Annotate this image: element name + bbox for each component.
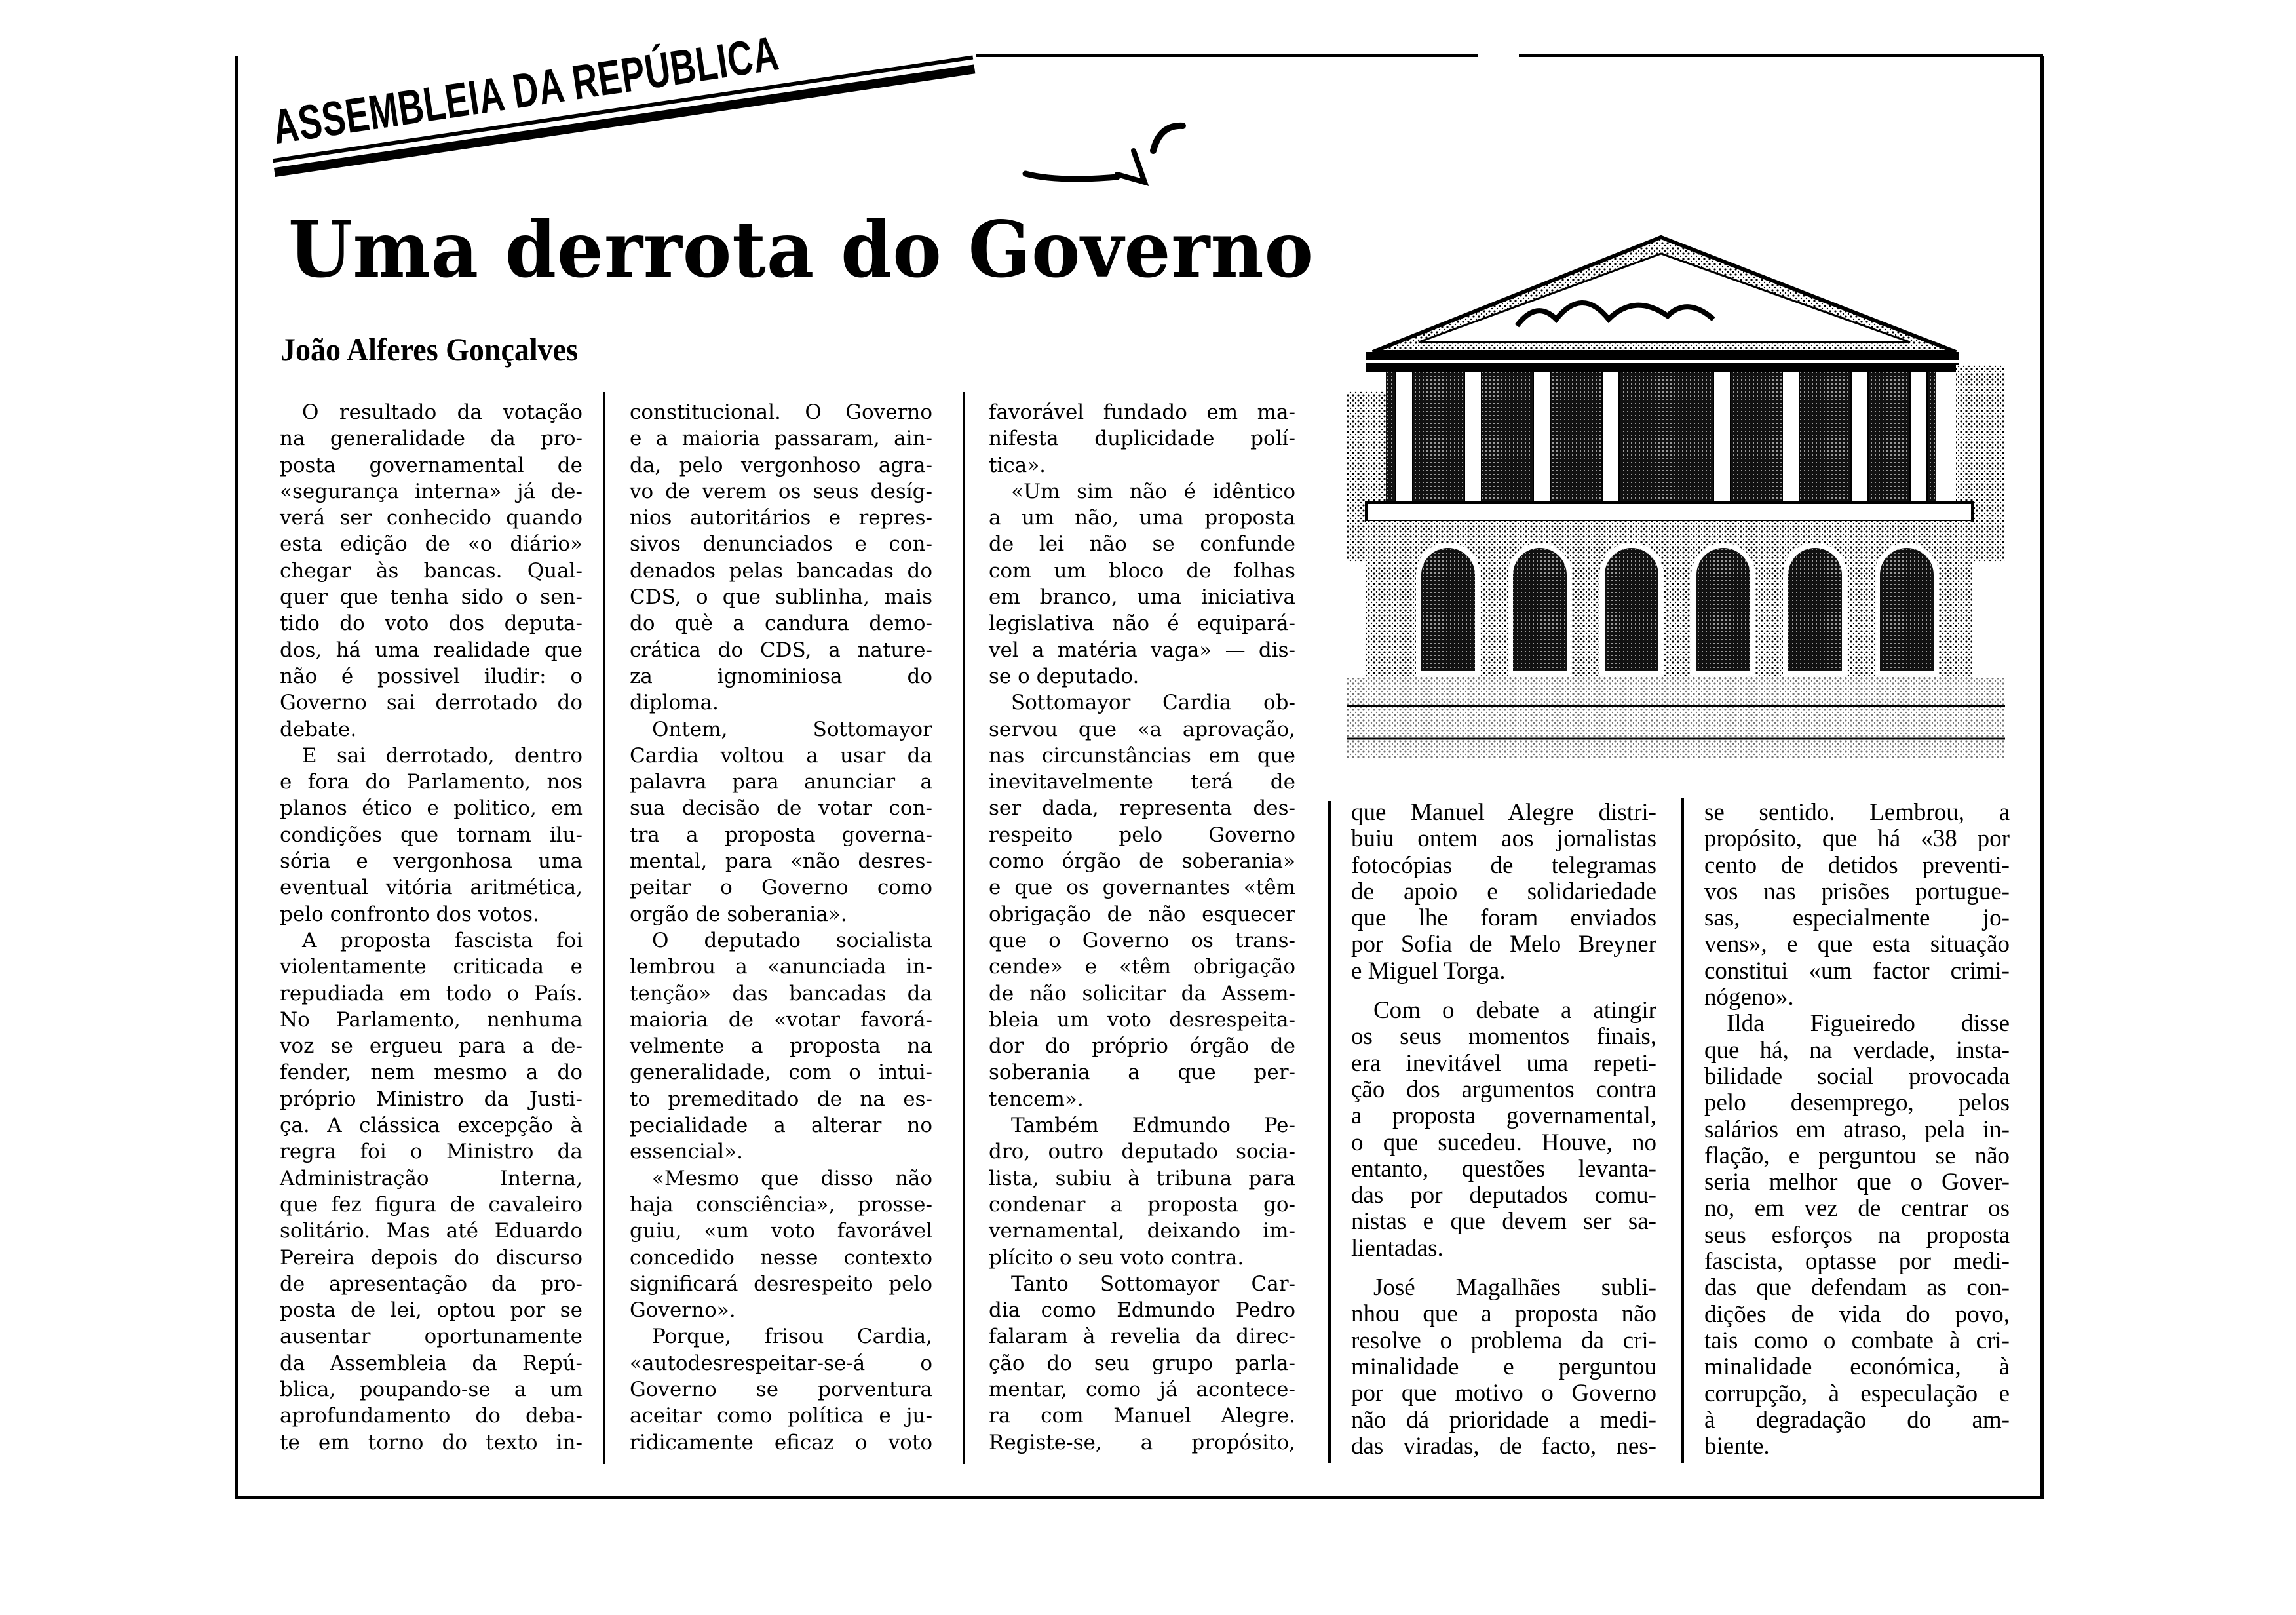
article-column-3 xyxy=(989,399,1295,1456)
article-text-line: corrupção, à especulação e xyxy=(1704,1380,2010,1407)
article-paragraph xyxy=(1704,800,2010,1011)
article-column-4 xyxy=(1351,800,1656,1460)
article-text-line: «Mesmo que disso não xyxy=(652,1166,932,1190)
article-paragraph xyxy=(989,1112,1295,1271)
article-text-line: tenção» das bancadas da xyxy=(630,981,932,1005)
article-text-line: chegar às bancas. Qual- xyxy=(280,558,583,583)
article-text-line: lista, subiu à tribuna para xyxy=(989,1166,1295,1190)
article-text-line: nios autoritários e repres- xyxy=(630,506,932,530)
article-text-line: Cardia voltou a usar da xyxy=(630,743,932,768)
article-text-line: vens», e que esta situação xyxy=(1704,931,2010,958)
article-text-line: No Parlamento, nenhuma xyxy=(280,1007,583,1032)
article-text-line: CDS, o que sublinha, mais xyxy=(630,585,932,610)
article-text-line: verá ser conhecido quando xyxy=(280,506,583,530)
article-text-line: repudiada em todo o País. xyxy=(280,981,583,1005)
article-text-line: bilidade social provocada xyxy=(1704,1062,2010,1090)
article-text-line: se o deputado. xyxy=(989,664,1139,688)
article-text-line: da Assembleia da Repú- xyxy=(280,1351,583,1375)
article-text-line: na generalidade da pro- xyxy=(280,427,583,451)
byline: João Alferes Gonçalves xyxy=(280,331,578,368)
article-text-line: falaram à revelia da direc- xyxy=(989,1325,1295,1349)
article-text-line: nifesta duplicidade polí- xyxy=(989,427,1295,451)
article-text-line: e Miguel Torga. xyxy=(1351,957,1506,984)
article-text-line: vel a matéria vaga» — dis- xyxy=(989,638,1295,662)
section-kicker xyxy=(261,0,1001,177)
column-rule xyxy=(1681,798,1684,1463)
article-paragraph xyxy=(1351,998,1656,1262)
article-text-line: posta de lei, optou por se xyxy=(280,1298,583,1323)
article-text-line: inevitavelmente terá de xyxy=(989,770,1295,794)
article-text-line: ção dos argumentos contra xyxy=(1351,1076,1656,1103)
article-text-line: condições que tornam ilu- xyxy=(280,823,583,847)
article-text-line: entanto, questões levanta- xyxy=(1351,1155,1656,1182)
parliament-building-photo xyxy=(1347,221,2005,758)
article-text-line: tra a proposta governa- xyxy=(630,823,932,847)
headline: Uma derrota do Governo xyxy=(288,204,1314,295)
handwritten-mark-icon xyxy=(1019,111,1242,190)
article-text-line: seus esforços na proposta xyxy=(1704,1221,2010,1249)
article-text-line: eventual vitória aritmética, xyxy=(280,876,583,900)
article-text-line: bleia um voto desrespeita- xyxy=(989,1007,1295,1032)
column-rule xyxy=(963,392,965,1464)
article-paragraph xyxy=(630,1165,932,1324)
article-text-line: regra foi o Ministro da xyxy=(280,1140,583,1164)
article-text-line: pecialidade a alterar no xyxy=(630,1114,932,1138)
article-paragraph xyxy=(989,690,1295,1112)
article-text-line: das por deputados comu- xyxy=(1351,1182,1656,1209)
article-paragraph xyxy=(280,399,583,743)
article-text-line: sas, especialmente jo- xyxy=(1704,905,2010,932)
article-text-line: lembrou a «anunciada in- xyxy=(630,955,932,979)
article-text-line: aceitar como política e ju- xyxy=(630,1404,932,1428)
article-paragraph xyxy=(280,927,583,1456)
article-text-line: aprofundamento do deba- xyxy=(280,1404,583,1428)
article-text-line: próprio Ministro da Justi- xyxy=(280,1087,583,1111)
article-text-line: dor do próprio órgão de xyxy=(989,1034,1295,1059)
article-paragraph xyxy=(630,399,932,716)
frame-right-rule xyxy=(2040,56,2044,1499)
article-text-line: de apresentação da pro- xyxy=(280,1272,583,1296)
article-text-line: Porque, frisou Cardia, xyxy=(652,1325,932,1349)
article-text-line: o que sucedeu. Houve, no xyxy=(1351,1129,1656,1156)
article-text-line: Registe-se, a propósito, xyxy=(989,1430,1295,1454)
article-text-line: de não solicitar da Assem- xyxy=(989,981,1295,1005)
article-text-line: vernamental, deixando im- xyxy=(989,1219,1295,1243)
article-text-line: nas circunstâncias em que xyxy=(989,743,1295,768)
frame-bottom-rule xyxy=(235,1496,2044,1499)
article-text-line: Pereira depois do discurso xyxy=(280,1245,583,1270)
article-text-line: e a maioria passaram, ain- xyxy=(630,427,932,451)
article-text-line: que há, na verdade, insta- xyxy=(1704,1036,2010,1064)
article-text-line: «autodesrespeitar-se-á o xyxy=(630,1351,932,1375)
article-text-line: Também Edmundo Pe- xyxy=(1011,1114,1295,1138)
article-text-line: José Magalhães subli- xyxy=(1373,1274,1656,1302)
article-text-line: esta edição de «o diário» xyxy=(280,532,583,556)
article-text-line: de apoio e solidariedade xyxy=(1351,878,1656,905)
article-paragraph xyxy=(630,716,932,927)
article-text-line: E sai derrotado, dentro xyxy=(302,743,583,768)
article-text-line: tido do voto dos deputa- xyxy=(280,612,583,636)
article-text-line: que fez figura de cavaleiro xyxy=(280,1192,583,1216)
article-text-line: maioria de «votar favorá- xyxy=(630,1007,932,1032)
article-text-line: fascista, optasse por medi- xyxy=(1704,1248,2010,1275)
article-text-line: propósito, que há «38 por xyxy=(1704,825,2010,853)
article-text-line: fotocópias de telegramas xyxy=(1351,851,1656,879)
article-text-line: obrigação de não esquecer xyxy=(989,902,1295,926)
article-text-line: velmente a proposta na xyxy=(630,1034,932,1059)
article-text-line: à degradação do am- xyxy=(1704,1406,2010,1433)
article-text-line: por que motivo o Governo xyxy=(1351,1380,1656,1407)
article-text-line: por Sofia de Melo Breyner xyxy=(1351,931,1656,958)
article-text-line: Administração Interna, xyxy=(280,1166,583,1190)
article-text-line: fender, nem mesmo a do xyxy=(280,1060,583,1085)
article-text-line: to premeditado de na es- xyxy=(630,1087,932,1111)
article-text-line: e fora do Parlamento, nos xyxy=(280,770,583,794)
article-text-line: minalidade e perguntou xyxy=(1351,1353,1656,1380)
article-text-line: dições de vida do povo, xyxy=(1704,1300,2010,1328)
article-text-line: planos ético e politico, em xyxy=(280,796,583,821)
article-text-line: biente. xyxy=(1704,1433,1770,1460)
article-text-line: nógeno». xyxy=(1704,984,1794,1011)
frame-top-rule xyxy=(976,54,1478,57)
article-text-line: no, em vez de centrar os xyxy=(1704,1195,2010,1222)
article-text-line: que lhe foram enviados xyxy=(1351,905,1656,932)
article-text-line: que Manuel Alegre distri- xyxy=(1351,799,1656,826)
article-text-line: minalidade económica, à xyxy=(1704,1353,2010,1381)
article-text-line: Tanto Sottomayor Car- xyxy=(1011,1272,1295,1296)
article-text-line: cende» e «têm obrigação xyxy=(989,955,1295,979)
article-text-line: com um bloco de folhas xyxy=(989,558,1295,583)
article-text-line: da, pelo vergonhoso agra- xyxy=(630,453,932,477)
article-text-line: servou que «a aprovação, xyxy=(989,717,1295,741)
article-text-line: flação, e perguntou se não xyxy=(1704,1142,2010,1169)
article-text-line: das que defendam as con- xyxy=(1704,1274,2010,1302)
article-text-line: plícito o seu voto contra. xyxy=(989,1245,1244,1270)
article-text-line: Governo sai derrotado do xyxy=(280,691,583,715)
article-text-line: essencial». xyxy=(630,1140,743,1164)
article-text-line: mental, para «não desres- xyxy=(630,849,932,874)
article-text-line: ridicamente eficaz o voto xyxy=(630,1430,932,1454)
article-paragraph xyxy=(989,1271,1295,1456)
article-text-line: sivos denunciados e con- xyxy=(630,532,932,556)
article-text-line: ra com Manuel Alegre. xyxy=(989,1404,1295,1428)
article-text-line: ser dada, representa des- xyxy=(989,796,1295,821)
article-text-line: favorável fundado em ma- xyxy=(989,400,1295,424)
article-text-line: resolve o problema da cri- xyxy=(1351,1327,1656,1354)
article-text-line: dro, outro deputado socia- xyxy=(989,1140,1295,1164)
article-text-line: tais como o combate à cri- xyxy=(1704,1327,2010,1354)
article-text-line: vo de verem os seus desíg- xyxy=(630,479,932,503)
article-text-line: pelo desemprego, pelos xyxy=(1704,1089,2010,1117)
article-text-line: nistas e que devem ser sa- xyxy=(1351,1208,1656,1236)
article-text-line: a proposta governamental, xyxy=(1351,1102,1656,1130)
article-text-line: debate. xyxy=(280,717,357,741)
article-text-line: condenar a proposta go- xyxy=(989,1192,1295,1216)
article-text-line: mentar, como já acontece- xyxy=(989,1377,1295,1401)
article-text-line: ção do seu grupo parla- xyxy=(989,1351,1295,1375)
article-text-line: pelo confronto dos votos. xyxy=(280,902,539,926)
article-text-line: vos nas prisões portugue- xyxy=(1704,878,2010,905)
article-paragraph xyxy=(1704,1011,2010,1460)
article-text-line: sua decisão de votar con- xyxy=(630,796,932,821)
article-text-line: Sottomayor Cardia ob- xyxy=(1011,691,1295,715)
article-text-line: se sentido. Lembrou, a xyxy=(1704,799,2010,826)
article-text-line: Com o debate a atingir xyxy=(1373,997,1656,1024)
article-text-line: ça. A clássica excepção à xyxy=(280,1114,583,1138)
column-rule xyxy=(1328,801,1331,1463)
article-paragraph xyxy=(1351,1275,1656,1460)
article-text-line: era inevitável uma repeti- xyxy=(1351,1049,1656,1077)
article-column-2 xyxy=(630,399,932,1456)
article-text-line: «Um sim não é idêntico xyxy=(1011,479,1295,503)
article-paragraph xyxy=(280,743,583,927)
article-paragraph xyxy=(1351,800,1656,984)
article-text-line: te em torno do texto in- xyxy=(280,1430,583,1454)
article-text-line: Ilda Figueiredo disse xyxy=(1727,1010,2010,1038)
article-text-line: respeito pelo Governo xyxy=(989,823,1295,847)
article-text-line: blica, poupando-se a um xyxy=(280,1377,583,1401)
article-column-1 xyxy=(280,399,583,1456)
article-text-line: como órgão de soberania» xyxy=(989,849,1295,874)
article-text-line: tencem». xyxy=(989,1087,1084,1111)
article-text-line: haja consciência», prosse- xyxy=(630,1192,932,1216)
article-text-line: a um não, uma proposta xyxy=(989,506,1295,530)
article-text-line: seria melhor que o Gover- xyxy=(1704,1169,2010,1196)
article-paragraph xyxy=(630,1323,932,1455)
article-paragraph xyxy=(989,478,1295,690)
article-paragraph xyxy=(989,399,1295,478)
article-text-line: cento de detidos preventi- xyxy=(1704,851,2010,879)
article-text-line: palavra para anunciar a xyxy=(630,770,932,794)
article-text-line: de lei não se confunde xyxy=(989,532,1295,556)
article-text-line: significará desrespeito pelo xyxy=(630,1272,932,1296)
article-text-line: não é possivel iludir: o xyxy=(280,664,583,688)
article-text-line: dia como Edmundo Pedro xyxy=(989,1298,1295,1323)
article-text-line: legislativa não é equipará- xyxy=(989,612,1295,636)
article-text-line: orgão de soberania». xyxy=(630,902,847,926)
article-text-line: nhou que a proposta não xyxy=(1351,1300,1656,1328)
article-text-line: guiu, «um voto favorável xyxy=(630,1219,932,1243)
article-text-line: O deputado socialista xyxy=(652,928,932,952)
article-text-line: voz se ergueu para a de- xyxy=(280,1034,583,1059)
article-text-line: constitui «um factor crimi- xyxy=(1704,957,2010,984)
article-text-line: Governo se porventura xyxy=(630,1377,932,1401)
article-text-line: diploma. xyxy=(630,691,719,715)
article-text-line: generalidade, com o intui- xyxy=(630,1060,932,1085)
article-text-line: lientadas. xyxy=(1351,1234,1444,1262)
article-text-line: e que os governantes «têm xyxy=(989,876,1295,900)
article-text-line: denados pelas bancadas do xyxy=(630,558,932,583)
article-text-line: «segurança interna» já de- xyxy=(280,479,583,503)
article-paragraph xyxy=(630,927,932,1165)
article-text-line: do què a candura demo- xyxy=(630,612,932,636)
frame-top-rule xyxy=(1519,54,2043,57)
article-text-line: peitar o Governo como xyxy=(630,876,932,900)
article-text-line: concedido nesse contexto xyxy=(630,1245,932,1270)
article-text-line: em branco, uma iniciativa xyxy=(989,585,1295,610)
article-text-line: solitário. Mas até Eduardo xyxy=(280,1219,583,1243)
article-text-line: quer que tenha sido o sen- xyxy=(280,585,583,610)
article-text-line: Ontem, Sottomayor xyxy=(652,717,932,741)
article-text-line: A proposta fascista foi xyxy=(302,928,583,952)
section-kicker-text: ASSEMBLEIA DA REPÚBLICA xyxy=(269,26,782,155)
article-text-line: ausentar oportunamente xyxy=(280,1325,583,1349)
article-text-line: não dá prioridade a medi- xyxy=(1351,1406,1656,1433)
article-text-line: buiu ontem aos jornalistas xyxy=(1351,825,1656,853)
article-text-line: violentamente criticada e xyxy=(280,955,583,979)
article-text-line: posta governamental de xyxy=(280,453,583,477)
frame-left-rule xyxy=(235,56,238,1499)
article-text-line: dos, há uma realidade que xyxy=(280,638,583,662)
article-text-line: Governo». xyxy=(630,1298,736,1323)
article-text-line: O resultado da votação xyxy=(302,400,583,424)
article-text-line: das viradas, de facto, nes- xyxy=(1351,1432,1656,1460)
article-text-line: za ignominiosa do xyxy=(630,664,932,688)
article-text-line: que o Governo os trans- xyxy=(989,928,1295,952)
article-text-line: os seus momentos finais, xyxy=(1351,1023,1656,1051)
article-column-5 xyxy=(1704,800,2010,1460)
column-rule xyxy=(603,392,605,1464)
article-text-line: constitucional. O Governo xyxy=(630,400,932,424)
article-text-line: salários em atraso, pela in- xyxy=(1704,1116,2010,1143)
article-text-line: crática do CDS, a nature- xyxy=(630,638,932,662)
article-text-line: sória e vergonhosa uma xyxy=(280,849,583,874)
article-text-line: tica». xyxy=(989,453,1046,477)
article-text-line: soberania a que per- xyxy=(989,1060,1295,1085)
